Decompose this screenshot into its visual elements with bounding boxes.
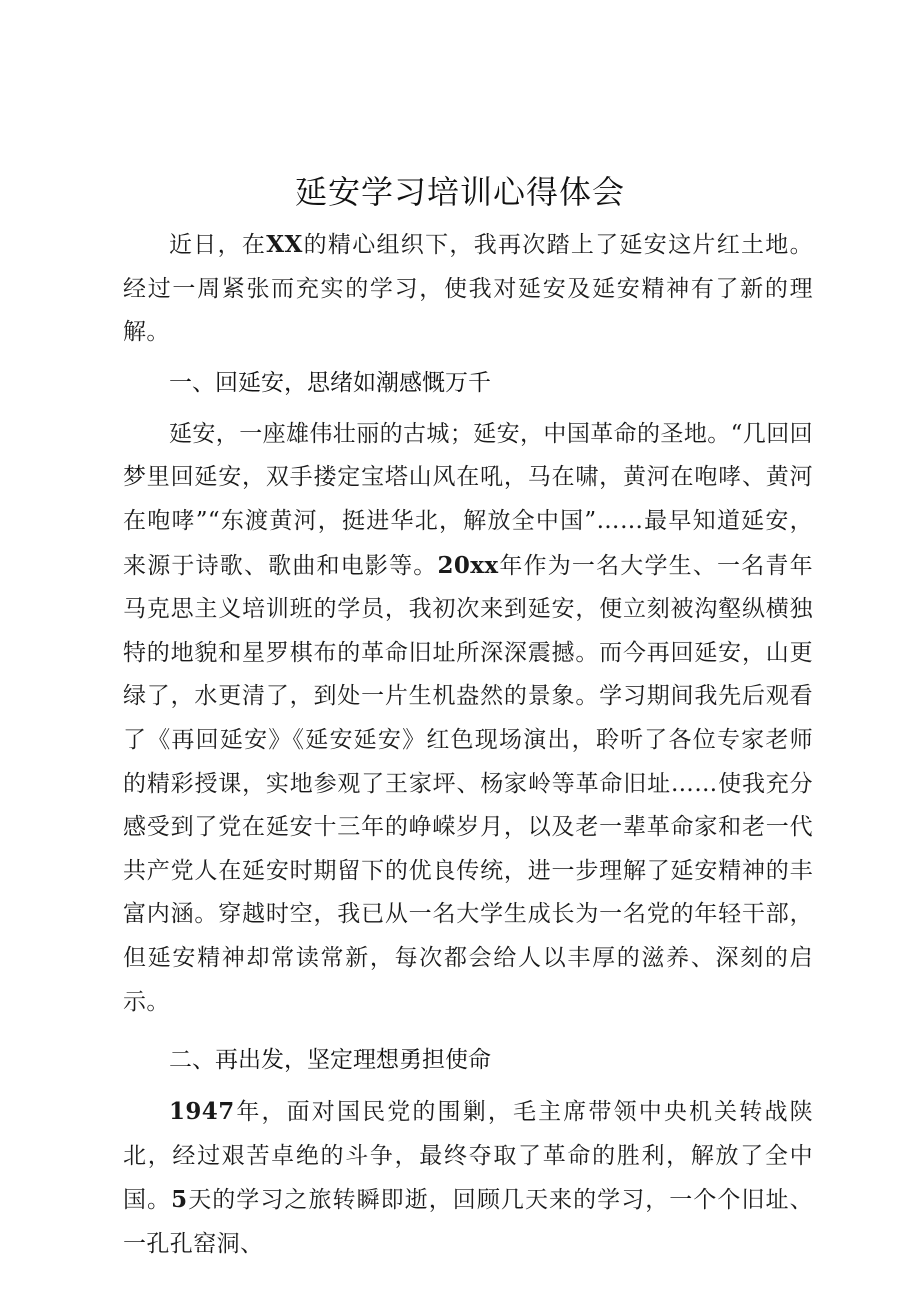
section-2-paragraph — [123, 1090, 813, 1266]
organizer-name: XX — [266, 231, 303, 258]
section-1-paragraph — [123, 413, 813, 1024]
section-1-heading: 一、回延安，思绪如潮感慨万千 — [169, 369, 491, 396]
document-body — [123, 223, 813, 1266]
intro-text-after: 的精心组织下，我再次踏上了延安这片红土地。经过一周紧张而充实的学习，使我对延安及延安精神有了新的理解。 — [123, 232, 813, 346]
intro-text-before: 近日，在 — [169, 232, 267, 258]
section-2-days: 5 — [171, 1186, 188, 1214]
document-title: 延安学习培训心得体会 — [294, 173, 625, 211]
section-2-heading: 二、再出发，坚定理想勇担使命 — [169, 1047, 491, 1074]
section-1-text-b: 年作为一名大学生、一名青年马克思主义培训班的学员，我初次来到延安，便立刻被沟壑纵横独特的地貌和星罗棋布的革命旧址所深深震撼。而今再回延安，山更绿了，水更清了，到处一片生机盎然的景象。学习期间我先后观看了《再回延安》《延安延安》红色现场演出，聆听了各位专家老师的精彩授课，实地参观了王家坪、杨家岭等革命旧址……使我充分感受到了党在延安十三年的峥嵘岁月，以及老一辈革命家和老一代共产党人在延安时期留下的优良传统，进一步理解了延安精神的丰富内涵。穿越时空，我已从一名大学生成长为一名党的年轻干部，但延安精神却常读常新，每次都会给人以丰厚的滋养、深刻的启示。 — [123, 552, 814, 1015]
section-1-text-a: 延安，一座雄伟壮丽的古城；延安，中国革命的圣地。“几回回梦里回延安，双手搂定宝塔山风在吼，马在啸，黄河在咆哮、黄河在咆哮”“东渡黄河，挺进华北，解放全中国”……最早知道延安，来源于诗歌、歌曲和电影等。 — [123, 420, 813, 579]
intro-paragraph — [123, 223, 813, 355]
section-2-year: 1947 — [169, 1098, 235, 1126]
section-2-text-b: 天的学习之旅转瞬即逝，回顾几天来的学习，一个个旧址、一孔孔窑洞、 — [123, 1187, 813, 1257]
section-2-text-a: 年，面对国民党的围剿，毛主席带领中央机关转战陕北，经过艰苦卓绝的斗争，最终夺取了革命的胜利，解放了全中国。 — [123, 1099, 813, 1214]
section-1-year: 20xx — [437, 551, 499, 579]
